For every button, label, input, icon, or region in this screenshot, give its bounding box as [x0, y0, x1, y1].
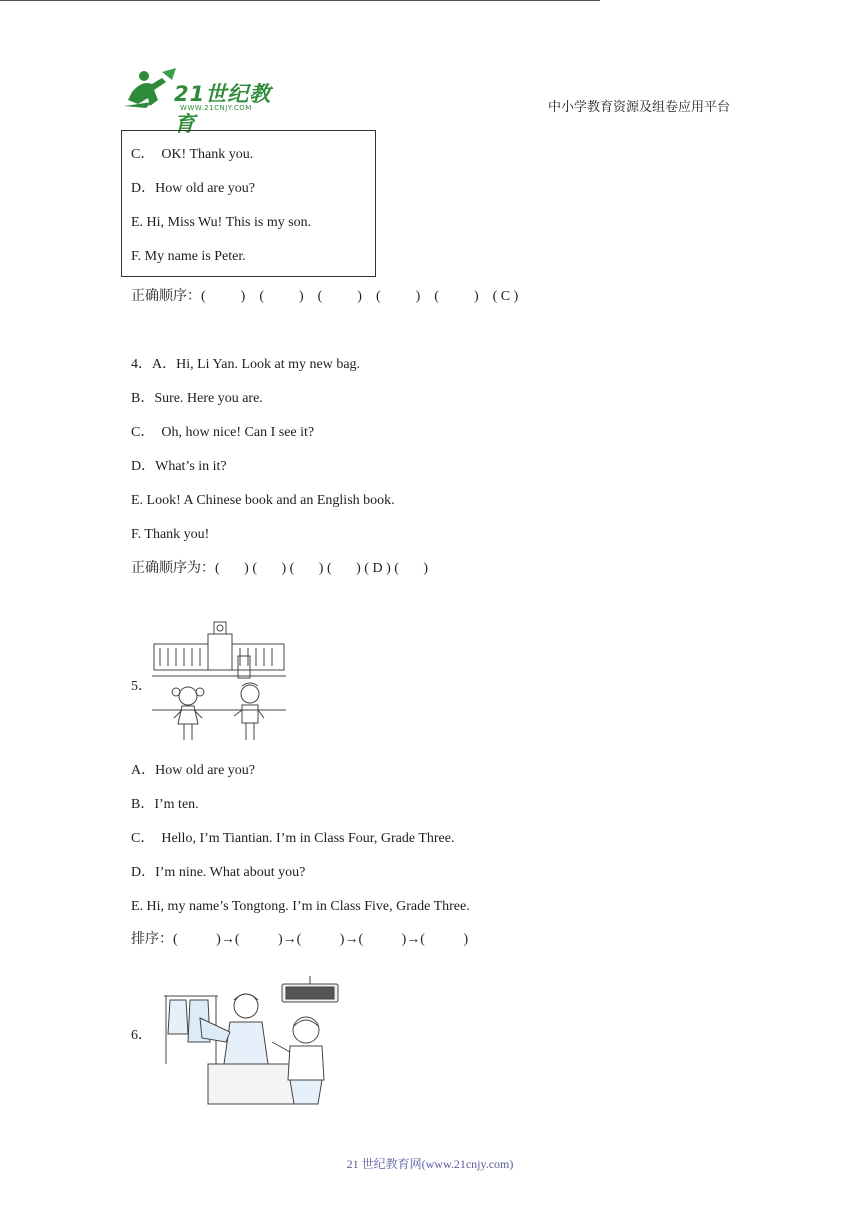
q4-line-a: 4．A．Hi, Li Yan. Look at my new bag.: [131, 357, 361, 372]
q3-option-f: F. My name is Peter.: [131, 249, 246, 264]
q5-line-b: B．I’m ten.: [131, 797, 199, 812]
q3-option-e: E. Hi, Miss Wu! This is my son.: [131, 215, 312, 230]
q4-line-b: B．Sure. Here you are.: [131, 391, 263, 406]
q5-line-a: A．How old are you?: [131, 763, 256, 778]
platform-name: 中小学教育资源及组卷应用平台: [547, 100, 730, 115]
header-divider: [0, 0, 600, 1]
q5-line-e: E. Hi, my name’s Tongtong. I’m in Class Five, Grade Three.: [131, 899, 470, 914]
q4-line-f: F. Thank you!: [131, 527, 210, 542]
q5-answer-line: 排序：( )→( )→( )→( )→( ): [131, 932, 469, 947]
q3-option-d: D．How old are you?: [131, 181, 256, 196]
q4-line-c: C． Oh, how nice! Can I see it?: [131, 425, 315, 440]
q5-line-c: C． Hello, I’m Tiantian. I’m in Class Four, Grade Three.: [131, 831, 455, 846]
q6-number: 6．: [131, 1028, 152, 1043]
q4-line-e: E. Look! A Chinese book and an English book.: [131, 493, 395, 508]
q4-line-d: D．What’s in it?: [131, 459, 227, 474]
logo-text: 21世纪教育: [174, 82, 272, 136]
site-logo: [122, 66, 292, 136]
q5-line-d: D．I’m nine. What about you?: [131, 865, 306, 880]
q5-school-children-illustration: [152, 618, 286, 751]
q3-answer-line: 正确顺序：( ) ( ) ( ) ( ) ( ) ( C ): [131, 289, 519, 304]
q6-clothes-shop-illustration: [160, 972, 342, 1111]
page-footer: 21 世纪教育网(www.21cnjy.com): [346, 1157, 514, 1171]
q5-number: 5．: [131, 679, 152, 694]
q4-answer-line: 正确顺序为：( ) ( ) ( ) ( ) ( D ) ( ): [131, 561, 429, 576]
q3-option-c: C． OK! Thank you.: [131, 147, 254, 162]
logo-url: WWW.21CNJY.COM: [180, 104, 252, 112]
